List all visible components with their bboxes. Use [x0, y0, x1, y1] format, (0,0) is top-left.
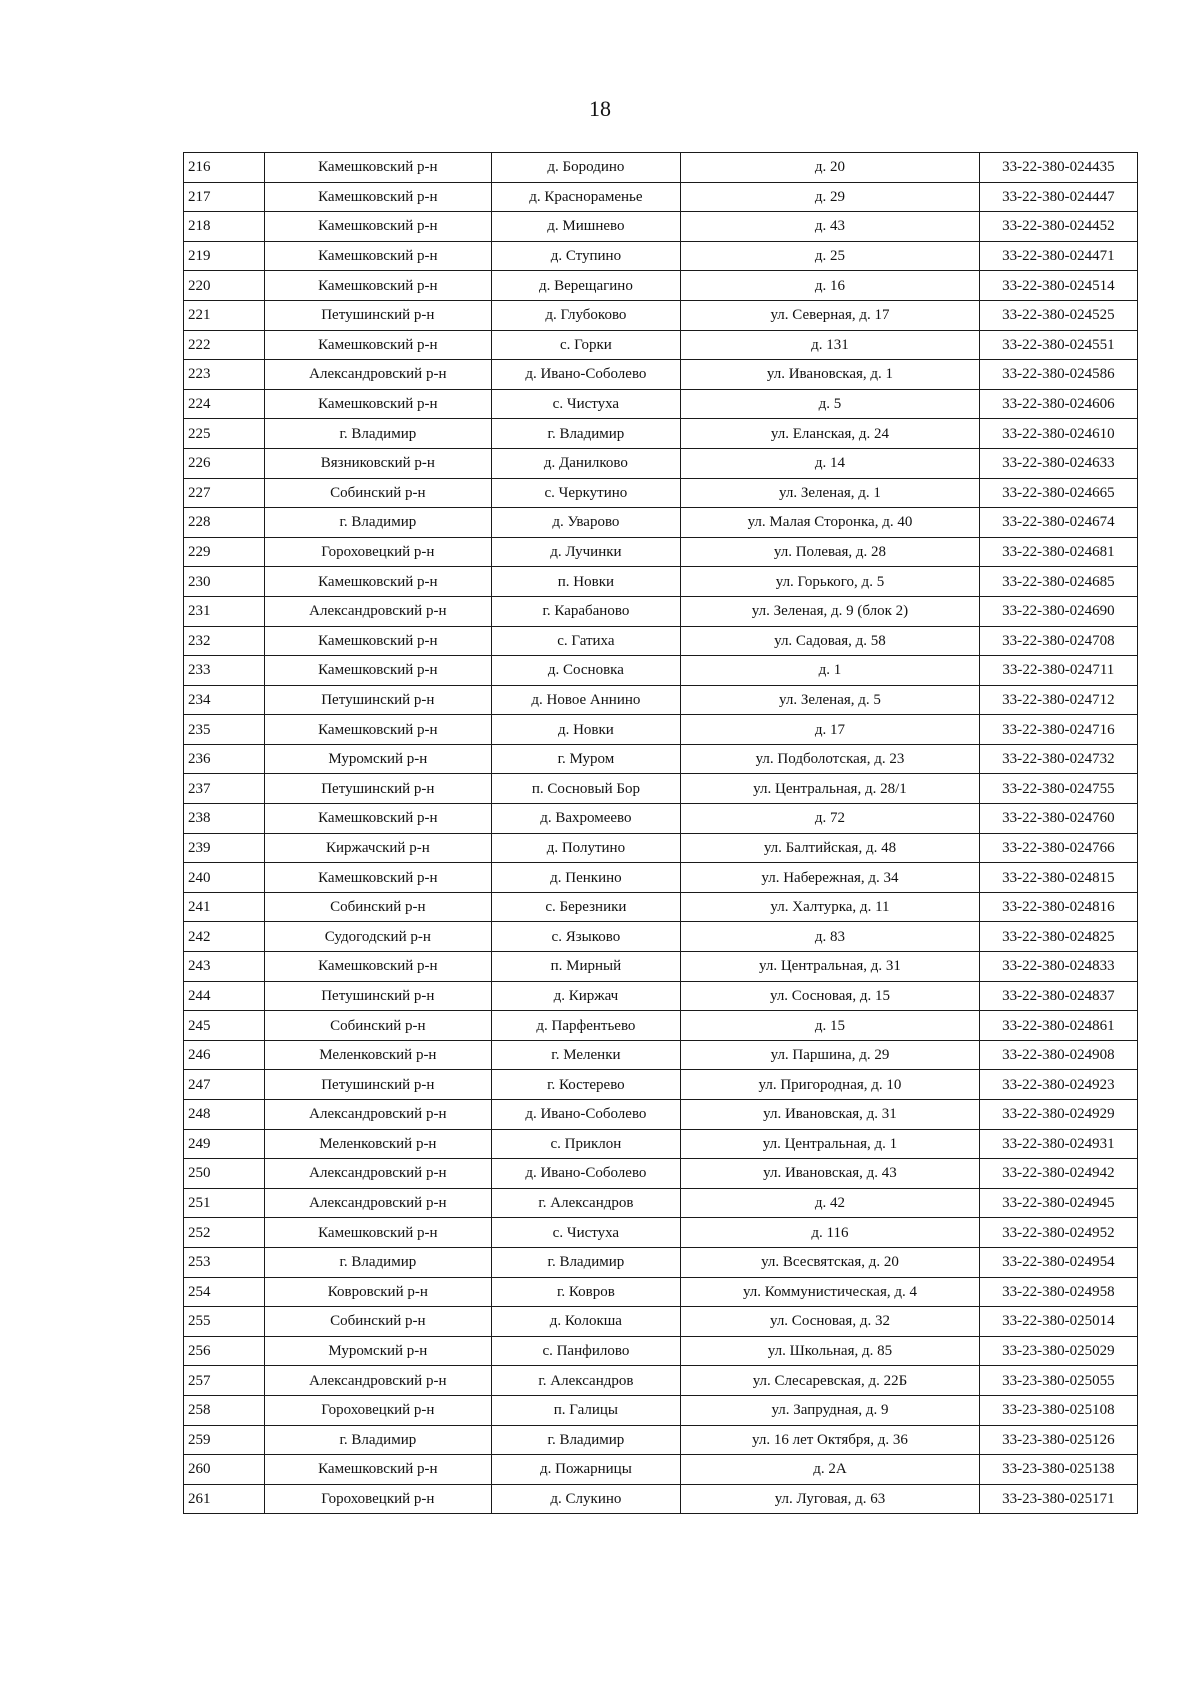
district-cell: Киржачский р-н	[265, 833, 491, 863]
address-cell: ул. Центральная, д. 31	[681, 952, 979, 982]
table-row	[184, 1011, 1138, 1041]
row-number-cell: 256	[184, 1336, 265, 1366]
table-row	[184, 892, 1138, 922]
district-cell: Меленковский р-н	[265, 1129, 491, 1159]
cadastral-code-cell: 33-22-380-024815	[979, 863, 1137, 893]
settlement-cell: д. Ивано-Соболево	[491, 1100, 681, 1130]
district-cell: Камешковский р-н	[265, 715, 491, 745]
settlement-cell: д. Верещагино	[491, 271, 681, 301]
cadastral-code-cell: 33-22-380-024833	[979, 952, 1137, 982]
settlement-cell: г. Карабаново	[491, 596, 681, 626]
address-cell: д. 16	[681, 271, 979, 301]
settlement-cell: д. Глубоково	[491, 300, 681, 330]
address-cell: д. 14	[681, 448, 979, 478]
district-cell: Ковровский р-н	[265, 1277, 491, 1307]
table-row	[184, 774, 1138, 804]
table-row	[184, 1040, 1138, 1070]
table-row	[184, 685, 1138, 715]
row-number-cell: 243	[184, 952, 265, 982]
row-number-cell: 248	[184, 1100, 265, 1130]
cadastral-code-cell: 33-22-380-024711	[979, 656, 1137, 686]
address-cell: ул. Зеленая, д. 1	[681, 478, 979, 508]
row-number-cell: 235	[184, 715, 265, 745]
address-cell: д. 1	[681, 656, 979, 686]
settlement-cell: г. Александров	[491, 1188, 681, 1218]
row-number-cell: 231	[184, 596, 265, 626]
settlement-cell: п. Галицы	[491, 1395, 681, 1425]
registry-table	[183, 152, 1138, 1514]
settlement-cell: д. Парфентьево	[491, 1011, 681, 1041]
settlement-cell: г. Меленки	[491, 1040, 681, 1070]
address-cell: ул. Ивановская, д. 31	[681, 1100, 979, 1130]
settlement-cell: д. Краснораменье	[491, 182, 681, 212]
address-cell: ул. Центральная, д. 28/1	[681, 774, 979, 804]
row-number-cell: 219	[184, 241, 265, 271]
row-number-cell: 218	[184, 212, 265, 242]
table-row	[184, 330, 1138, 360]
table-row	[184, 1247, 1138, 1277]
row-number-cell: 234	[184, 685, 265, 715]
row-number-cell: 227	[184, 478, 265, 508]
address-cell: д. 72	[681, 804, 979, 834]
settlement-cell: г. Александров	[491, 1366, 681, 1396]
settlement-cell: с. Горки	[491, 330, 681, 360]
address-cell: д. 2А	[681, 1455, 979, 1485]
row-number-cell: 240	[184, 863, 265, 893]
settlement-cell: г. Владимир	[491, 1247, 681, 1277]
district-cell: Камешковский р-н	[265, 182, 491, 212]
district-cell: Собинский р-н	[265, 1307, 491, 1337]
row-number-cell: 233	[184, 656, 265, 686]
settlement-cell: д. Уварово	[491, 508, 681, 538]
district-cell: Гороховецкий р-н	[265, 1484, 491, 1514]
district-cell: Александровский р-н	[265, 1159, 491, 1189]
table-row	[184, 981, 1138, 1011]
address-cell: ул. Центральная, д. 1	[681, 1129, 979, 1159]
table-row	[184, 212, 1138, 242]
row-number-cell: 244	[184, 981, 265, 1011]
address-cell: д. 25	[681, 241, 979, 271]
cadastral-code-cell: 33-22-380-024681	[979, 537, 1137, 567]
table-row	[184, 744, 1138, 774]
settlement-cell: д. Пенкино	[491, 863, 681, 893]
table-row	[184, 1395, 1138, 1425]
settlement-cell: г. Владимир	[491, 419, 681, 449]
row-number-cell: 261	[184, 1484, 265, 1514]
settlement-cell: д. Полутино	[491, 833, 681, 863]
address-cell: д. 29	[681, 182, 979, 212]
address-cell: ул. Зеленая, д. 5	[681, 685, 979, 715]
cadastral-code-cell: 33-23-380-025138	[979, 1455, 1137, 1485]
table-row	[184, 478, 1138, 508]
address-cell: ул. Подболотская, д. 23	[681, 744, 979, 774]
cadastral-code-cell: 33-23-380-025055	[979, 1366, 1137, 1396]
settlement-cell: п. Мирный	[491, 952, 681, 982]
cadastral-code-cell: 33-22-380-024586	[979, 360, 1137, 390]
district-cell: Петушинский р-н	[265, 1070, 491, 1100]
settlement-cell: д. Бородино	[491, 153, 681, 183]
row-number-cell: 236	[184, 744, 265, 774]
table-row	[184, 863, 1138, 893]
district-cell: Камешковский р-н	[265, 626, 491, 656]
table-row	[184, 596, 1138, 626]
row-number-cell: 253	[184, 1247, 265, 1277]
table-row	[184, 182, 1138, 212]
address-cell: д. 17	[681, 715, 979, 745]
cadastral-code-cell: 33-22-380-024665	[979, 478, 1137, 508]
district-cell: Гороховецкий р-н	[265, 537, 491, 567]
row-number-cell: 254	[184, 1277, 265, 1307]
settlement-cell: д. Ивано-Соболево	[491, 360, 681, 390]
settlement-cell: д. Ступино	[491, 241, 681, 271]
row-number-cell: 246	[184, 1040, 265, 1070]
settlement-cell: д. Пожарницы	[491, 1455, 681, 1485]
district-cell: Александровский р-н	[265, 1366, 491, 1396]
settlement-cell: д. Слукино	[491, 1484, 681, 1514]
district-cell: г. Владимир	[265, 508, 491, 538]
row-number-cell: 245	[184, 1011, 265, 1041]
district-cell: Камешковский р-н	[265, 330, 491, 360]
address-cell: ул. Всесвятская, д. 20	[681, 1247, 979, 1277]
table-row	[184, 1366, 1138, 1396]
row-number-cell: 258	[184, 1395, 265, 1425]
settlement-cell: д. Данилково	[491, 448, 681, 478]
address-cell: д. 20	[681, 153, 979, 183]
row-number-cell: 230	[184, 567, 265, 597]
row-number-cell: 226	[184, 448, 265, 478]
district-cell: Камешковский р-н	[265, 1218, 491, 1248]
address-cell: ул. Зеленая, д. 9 (блок 2)	[681, 596, 979, 626]
row-number-cell: 242	[184, 922, 265, 952]
district-cell: г. Владимир	[265, 1425, 491, 1455]
cadastral-code-cell: 33-22-380-024610	[979, 419, 1137, 449]
row-number-cell: 249	[184, 1129, 265, 1159]
district-cell: Камешковский р-н	[265, 212, 491, 242]
district-cell: Муромский р-н	[265, 1336, 491, 1366]
cadastral-code-cell: 33-22-380-024606	[979, 389, 1137, 419]
page-number: 18	[589, 96, 611, 121]
district-cell: Собинский р-н	[265, 1011, 491, 1041]
table-row	[184, 419, 1138, 449]
row-number-cell: 228	[184, 508, 265, 538]
table-row	[184, 567, 1138, 597]
row-number-cell: 239	[184, 833, 265, 863]
table-row	[184, 656, 1138, 686]
row-number-cell: 225	[184, 419, 265, 449]
address-cell: д. 43	[681, 212, 979, 242]
address-cell: ул. Школьная, д. 85	[681, 1336, 979, 1366]
cadastral-code-cell: 33-22-380-024923	[979, 1070, 1137, 1100]
address-cell: ул. Луговая, д. 63	[681, 1484, 979, 1514]
cadastral-code-cell: 33-22-380-024447	[979, 182, 1137, 212]
row-number-cell: 237	[184, 774, 265, 804]
table-row	[184, 1218, 1138, 1248]
settlement-cell: д. Новки	[491, 715, 681, 745]
settlement-cell: д. Мишнево	[491, 212, 681, 242]
address-cell: ул. Паршина, д. 29	[681, 1040, 979, 1070]
settlement-cell: д. Новое Аннино	[491, 685, 681, 715]
address-cell: ул. Малая Сторонка, д. 40	[681, 508, 979, 538]
district-cell: Камешковский р-н	[265, 656, 491, 686]
row-number-cell: 260	[184, 1455, 265, 1485]
cadastral-code-cell: 33-22-380-024690	[979, 596, 1137, 626]
address-cell: д. 42	[681, 1188, 979, 1218]
cadastral-code-cell: 33-22-380-024551	[979, 330, 1137, 360]
row-number-cell: 257	[184, 1366, 265, 1396]
cadastral-code-cell: 33-22-380-024471	[979, 241, 1137, 271]
cadastral-code-cell: 33-23-380-025029	[979, 1336, 1137, 1366]
cadastral-code-cell: 33-22-380-024712	[979, 685, 1137, 715]
address-cell: ул. Ивановская, д. 1	[681, 360, 979, 390]
row-number-cell: 220	[184, 271, 265, 301]
cadastral-code-cell: 33-22-380-024945	[979, 1188, 1137, 1218]
district-cell: Вязниковский р-н	[265, 448, 491, 478]
table-row	[184, 626, 1138, 656]
district-cell: Камешковский р-н	[265, 567, 491, 597]
cadastral-code-cell: 33-22-380-024685	[979, 567, 1137, 597]
settlement-cell: с. Языково	[491, 922, 681, 952]
address-cell: ул. Запрудная, д. 9	[681, 1395, 979, 1425]
cadastral-code-cell: 33-22-380-024708	[979, 626, 1137, 656]
address-cell: д. 5	[681, 389, 979, 419]
row-number-cell: 259	[184, 1425, 265, 1455]
table-row	[184, 300, 1138, 330]
settlement-cell: д. Ивано-Соболево	[491, 1159, 681, 1189]
table-row	[184, 508, 1138, 538]
cadastral-code-cell: 33-22-380-024837	[979, 981, 1137, 1011]
row-number-cell: 221	[184, 300, 265, 330]
address-cell: д. 116	[681, 1218, 979, 1248]
row-number-cell: 238	[184, 804, 265, 834]
row-number-cell: 216	[184, 153, 265, 183]
registry-table-body	[184, 153, 1138, 1514]
settlement-cell: с. Приклон	[491, 1129, 681, 1159]
table-row	[184, 537, 1138, 567]
settlement-cell: с. Черкутино	[491, 478, 681, 508]
table-row	[184, 952, 1138, 982]
address-cell: ул. Горького, д. 5	[681, 567, 979, 597]
address-cell: ул. Сосновая, д. 32	[681, 1307, 979, 1337]
row-number-cell: 224	[184, 389, 265, 419]
cadastral-code-cell: 33-22-380-024861	[979, 1011, 1137, 1041]
district-cell: Камешковский р-н	[265, 952, 491, 982]
cadastral-code-cell: 33-22-380-024633	[979, 448, 1137, 478]
table-row	[184, 1159, 1138, 1189]
district-cell: Камешковский р-н	[265, 863, 491, 893]
cadastral-code-cell: 33-22-380-024755	[979, 774, 1137, 804]
cadastral-code-cell: 33-22-380-024514	[979, 271, 1137, 301]
district-cell: Меленковский р-н	[265, 1040, 491, 1070]
district-cell: Петушинский р-н	[265, 685, 491, 715]
address-cell: ул. Пригородная, д. 10	[681, 1070, 979, 1100]
settlement-cell: г. Муром	[491, 744, 681, 774]
row-number-cell: 222	[184, 330, 265, 360]
district-cell: Муромский р-н	[265, 744, 491, 774]
address-cell: ул. Полевая, д. 28	[681, 537, 979, 567]
table-row	[184, 1277, 1138, 1307]
table-row	[184, 804, 1138, 834]
table-row	[184, 1336, 1138, 1366]
row-number-cell: 251	[184, 1188, 265, 1218]
cadastral-code-cell: 33-22-380-024952	[979, 1218, 1137, 1248]
table-row	[184, 389, 1138, 419]
row-number-cell: 232	[184, 626, 265, 656]
settlement-cell: п. Новки	[491, 567, 681, 597]
table-row	[184, 1070, 1138, 1100]
cadastral-code-cell: 33-22-380-024929	[979, 1100, 1137, 1130]
cadastral-code-cell: 33-22-380-024954	[979, 1247, 1137, 1277]
cadastral-code-cell: 33-22-380-024732	[979, 744, 1137, 774]
address-cell: ул. Ивановская, д. 43	[681, 1159, 979, 1189]
row-number-cell: 252	[184, 1218, 265, 1248]
cadastral-code-cell: 33-23-380-025171	[979, 1484, 1137, 1514]
cadastral-code-cell: 33-22-380-024525	[979, 300, 1137, 330]
cadastral-code-cell: 33-22-380-025014	[979, 1307, 1137, 1337]
address-cell: ул. Балтийская, д. 48	[681, 833, 979, 863]
table-row	[184, 1455, 1138, 1485]
district-cell: Александровский р-н	[265, 360, 491, 390]
table-row	[184, 1100, 1138, 1130]
district-cell: Александровский р-н	[265, 1188, 491, 1218]
district-cell: Петушинский р-н	[265, 300, 491, 330]
address-cell: ул. Слесаревская, д. 22Б	[681, 1366, 979, 1396]
cadastral-code-cell: 33-23-380-025108	[979, 1395, 1137, 1425]
address-cell: д. 131	[681, 330, 979, 360]
table-row	[184, 271, 1138, 301]
cadastral-code-cell: 33-23-380-025126	[979, 1425, 1137, 1455]
address-cell: ул. Набережная, д. 34	[681, 863, 979, 893]
settlement-cell: г. Ковров	[491, 1277, 681, 1307]
settlement-cell: д. Киржач	[491, 981, 681, 1011]
settlement-cell: д. Колокша	[491, 1307, 681, 1337]
table-row	[184, 360, 1138, 390]
address-cell: д. 15	[681, 1011, 979, 1041]
table-row	[184, 1425, 1138, 1455]
address-cell: ул. Садовая, д. 58	[681, 626, 979, 656]
address-cell: ул. Сосновая, д. 15	[681, 981, 979, 1011]
district-cell: Собинский р-н	[265, 478, 491, 508]
table-row	[184, 241, 1138, 271]
cadastral-code-cell: 33-22-380-024766	[979, 833, 1137, 863]
district-cell: Камешковский р-н	[265, 271, 491, 301]
cadastral-code-cell: 33-22-380-024931	[979, 1129, 1137, 1159]
table-row	[184, 1484, 1138, 1514]
district-cell: Камешковский р-н	[265, 389, 491, 419]
district-cell: Камешковский р-н	[265, 153, 491, 183]
settlement-cell: с. Чистуха	[491, 389, 681, 419]
settlement-cell: п. Сосновый Бор	[491, 774, 681, 804]
row-number-cell: 223	[184, 360, 265, 390]
district-cell: г. Владимир	[265, 1247, 491, 1277]
table-row	[184, 833, 1138, 863]
cadastral-code-cell: 33-22-380-024942	[979, 1159, 1137, 1189]
cadastral-code-cell: 33-22-380-024435	[979, 153, 1137, 183]
settlement-cell: с. Панфилово	[491, 1336, 681, 1366]
row-number-cell: 255	[184, 1307, 265, 1337]
table-row	[184, 448, 1138, 478]
settlement-cell: с. Березники	[491, 892, 681, 922]
row-number-cell: 217	[184, 182, 265, 212]
district-cell: Камешковский р-н	[265, 241, 491, 271]
address-cell: ул. Еланская, д. 24	[681, 419, 979, 449]
settlement-cell: д. Вахромеево	[491, 804, 681, 834]
table-row	[184, 153, 1138, 183]
cadastral-code-cell: 33-22-380-024452	[979, 212, 1137, 242]
address-cell: ул. 16 лет Октября, д. 36	[681, 1425, 979, 1455]
address-cell: ул. Коммунистическая, д. 4	[681, 1277, 979, 1307]
cadastral-code-cell: 33-22-380-024760	[979, 804, 1137, 834]
district-cell: Собинский р-н	[265, 892, 491, 922]
settlement-cell: с. Гатиха	[491, 626, 681, 656]
row-number-cell: 247	[184, 1070, 265, 1100]
district-cell: Александровский р-н	[265, 1100, 491, 1130]
district-cell: Судогодский р-н	[265, 922, 491, 952]
district-cell: Петушинский р-н	[265, 774, 491, 804]
cadastral-code-cell: 33-22-380-024908	[979, 1040, 1137, 1070]
table-row	[184, 1129, 1138, 1159]
cadastral-code-cell: 33-22-380-024674	[979, 508, 1137, 538]
district-cell: Петушинский р-н	[265, 981, 491, 1011]
address-cell: ул. Халтурка, д. 11	[681, 892, 979, 922]
district-cell: Камешковский р-н	[265, 804, 491, 834]
district-cell: Гороховецкий р-н	[265, 1395, 491, 1425]
row-number-cell: 241	[184, 892, 265, 922]
table-row	[184, 1188, 1138, 1218]
cadastral-code-cell: 33-22-380-024816	[979, 892, 1137, 922]
settlement-cell: с. Чистуха	[491, 1218, 681, 1248]
district-cell: Камешковский р-н	[265, 1455, 491, 1485]
cadastral-code-cell: 33-22-380-024958	[979, 1277, 1137, 1307]
row-number-cell: 229	[184, 537, 265, 567]
table-row	[184, 715, 1138, 745]
settlement-cell: г. Владимир	[491, 1425, 681, 1455]
address-cell: ул. Северная, д. 17	[681, 300, 979, 330]
address-cell: д. 83	[681, 922, 979, 952]
table-row	[184, 922, 1138, 952]
district-cell: Александровский р-н	[265, 596, 491, 626]
district-cell: г. Владимир	[265, 419, 491, 449]
settlement-cell: д. Сосновка	[491, 656, 681, 686]
settlement-cell: г. Костерево	[491, 1070, 681, 1100]
cadastral-code-cell: 33-22-380-024716	[979, 715, 1137, 745]
cadastral-code-cell: 33-22-380-024825	[979, 922, 1137, 952]
settlement-cell: д. Лучинки	[491, 537, 681, 567]
table-row	[184, 1307, 1138, 1337]
row-number-cell: 250	[184, 1159, 265, 1189]
